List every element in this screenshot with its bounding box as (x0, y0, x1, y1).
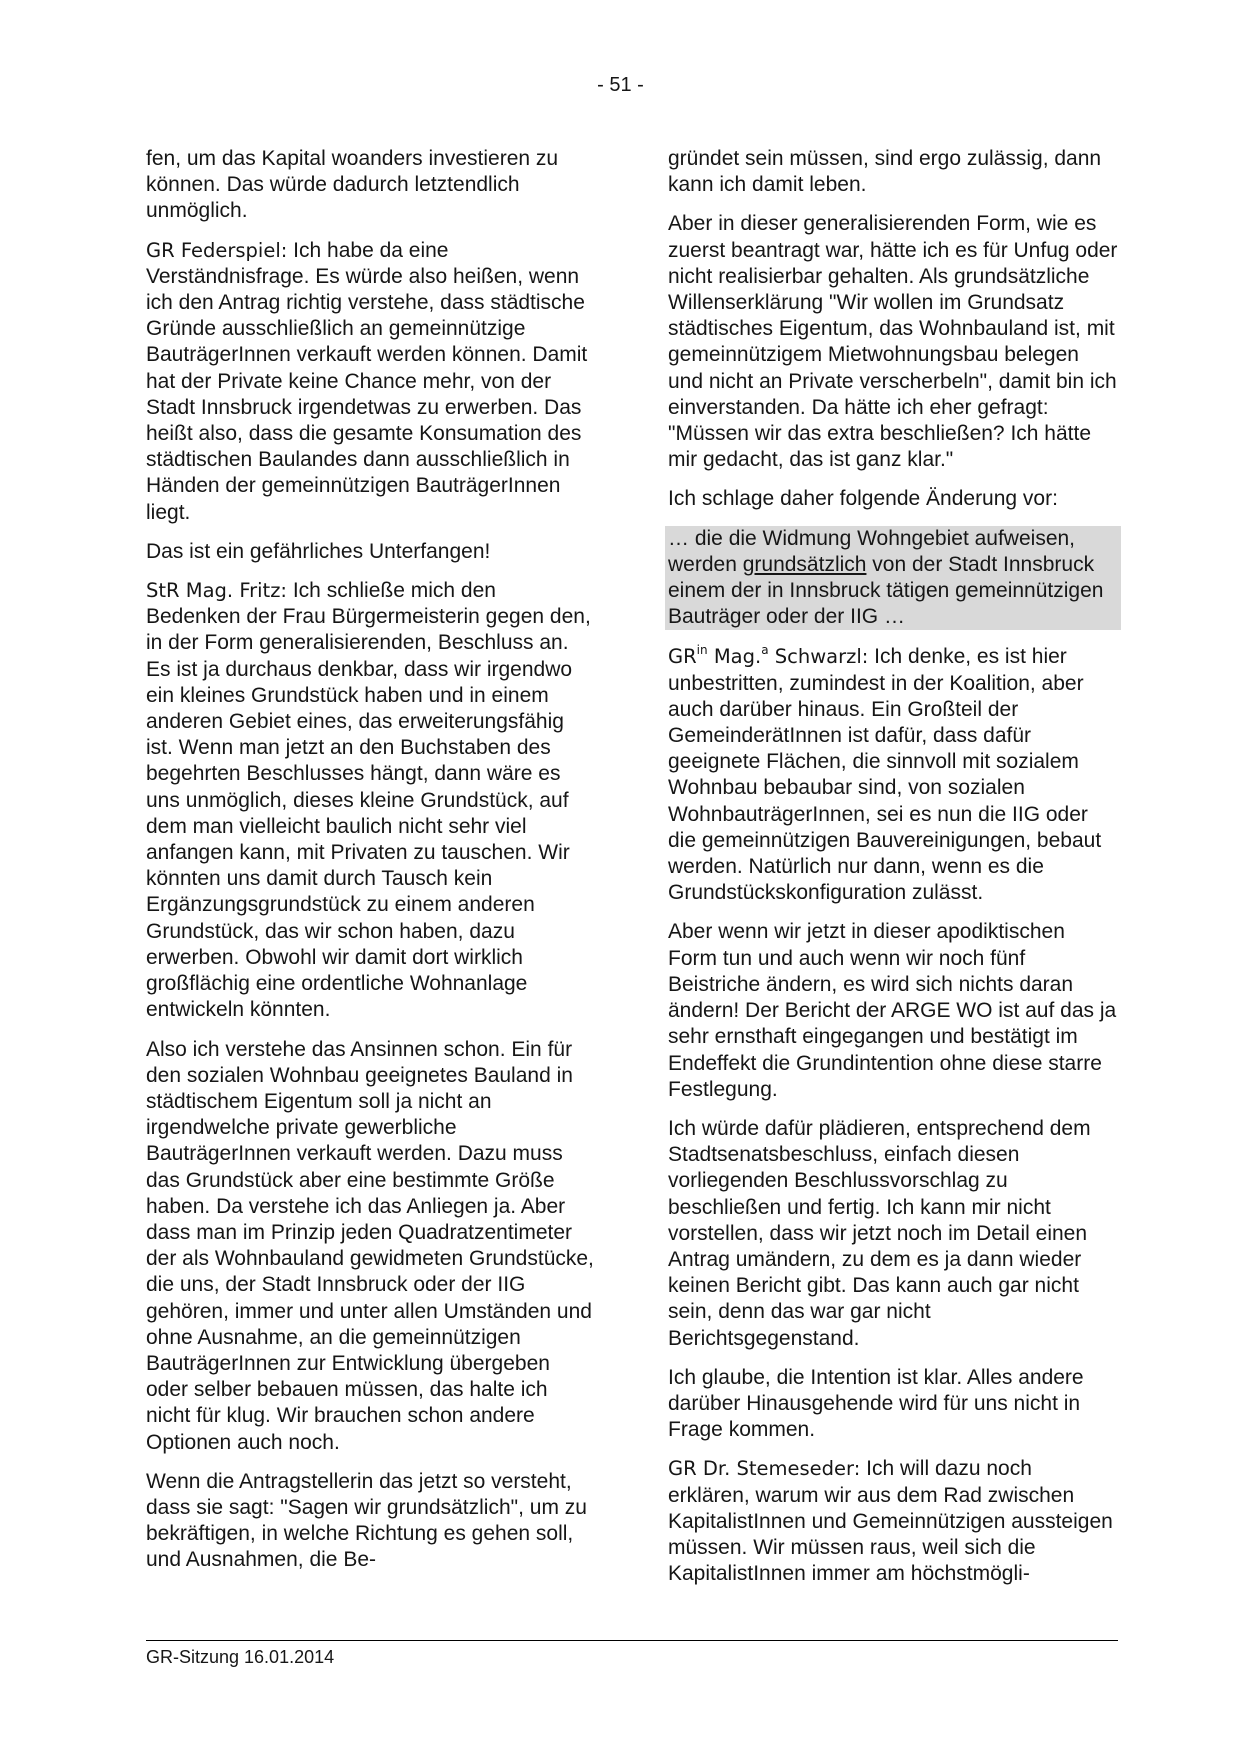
speaker-name (668, 645, 868, 668)
paragraph: Also ich verstehe das Ansinnen schon. Ein für den sozialen Wohnbau geeignetes Bauland in städtischem Eigentum soll ja nicht an irgendwelche private gewerbliche BauträgerInnen verkauft werden. Dazu muss das Grundstück aber eine bestimmte Größe haben. Da verstehe ich das Anliegen ja. Aber dass man im Prinzip jeden Quadratzentimeter der als Wohnbauland gewidmeten Grundstücke, die uns, der Stadt Innsbruck oder der IIG gehören, immer und unter allen Umständen und ohne Ausnahme, an die gemeinnützigen BauträgerInnen zur Entwicklung übergeben oder selber bebauen müssen, das halte ich nicht für klug. Wir brauchen schon andere Optionen auch noch. (146, 1037, 594, 1454)
paragraph: Das ist ein gefährliches Unterfangen! (146, 539, 491, 563)
paragraph: Ich schlage daher folgende Änderung vor: (668, 487, 1058, 511)
speaker-title: Mag. (707, 645, 762, 669)
speech-text: Ich denke, es ist hier unbestritten, zumindest in der Koalition, aber auch darüber hinaus. Ein Großteil der GemeinderätInnen ist dafür, dass dafür geeignete Flächen, die sinnvoll mit sozialem Wohnbau bebaubar sind, von sozialen WohnbauträgerInnen, sei es nun die IIG oder die gemeinnützigen Bauvereinigungen, bebaut werden. Natürlich nur dann, wenn es die Grundstückskonfiguration zulässt. (668, 645, 1102, 905)
speaker-name: StR Mag. Fritz: (146, 579, 288, 603)
page-number: - 51 - (597, 74, 644, 96)
paragraph: gründet sein müssen, sind ergo zulässig, dann kann ich damit leben. (668, 147, 1102, 197)
speaker-title: GR (668, 645, 697, 669)
paragraph: Ich glaube, die Intention ist klar. Alles andere darüber Hinausgehende wird für uns nicht in Frage kommen. (668, 1365, 1084, 1442)
paragraph: Ich würde dafür plädieren, entsprechend dem Stadtsenatsbeschluss, einfach diesen vorliegenden Beschlussvorschlag zu beschließen und fertig. Ich kann mir nicht vorstellen, dass wir jetzt noch im Detail einen Antrag umändern, zu dem es ja dann wieder keinen Bericht gibt. Das kann auch gar nicht sein, denn das war gar nicht Berichtsgegenstand. (668, 1116, 1091, 1350)
quote-text: … die die Widmung Wohngebiet aufweisen, werden (668, 526, 1076, 576)
left-column (146, 146, 596, 1587)
speech-federspiel (146, 238, 596, 526)
speaker-superscript: a (761, 643, 769, 658)
speech-stemeseder (668, 1456, 1118, 1587)
speech-text: Ich habe da eine Verständnisfrage. Es würde also heißen, wenn ich den Antrag richtig verstehe, dass städtische Gründe ausschließlich an gemeinnützige BauträgerInnen verkauft werden können. Damit hat der Private keine Chance mehr, von der Stadt Innsbruck irgendetwas zu erwerben. Das heißt also, dass die gesamte Konsumation des städtischen Baulandes dann ausschließlich in Händen der gemeinnützigen BauträgerInnen liegt. (146, 238, 588, 524)
right-column (668, 146, 1118, 1600)
speaker-surname: Schwarzl: (768, 645, 869, 669)
footer-session-date: GR-Sitzung 16.01.2014 (146, 1647, 335, 1667)
quote-text: von der Stadt Innsbruck einem der in Innsbruck tätigen gemeinnützigen Bauträger oder der IIG … (668, 552, 1104, 629)
speech-text: Ich will dazu noch erklären, warum wir aus dem Rad zwischen KapitalistInnen und Gemeinnützigen aussteigen müssen. Wir müssen raus, weil sich die KapitalistInnen immer am höchstmögli- (668, 1457, 1113, 1586)
speech-schwarzl (668, 644, 1118, 906)
paragraph: Aber wenn wir jetzt in dieser apodiktischen Form tun und auch wenn wir noch fünf Beistriche ändern, es wird sich nichts daran ändern! Der Bericht der ARGE WO ist auf das ja sehr ernsthaft eingegangen und bestätigt im Endeffekt die Grundintention ohne diese starre Festlegung. (668, 920, 1117, 1101)
footer-divider (146, 1640, 1118, 1641)
speech-fritz (146, 578, 596, 1023)
speaker-superscript: in (696, 643, 708, 658)
speaker-name: GR Federspiel: (146, 238, 288, 262)
paragraph: fen, um das Kapital woanders investieren zu können. Das würde dadurch letztendlich unmöglich. (146, 147, 559, 223)
speech-text: Ich schließe mich den Bedenken der Frau Bürgermeisterin gegen den, in der Form generalisierenden, Beschluss an. Es ist ja durchaus denkbar, dass wir irgendwo ein kleines Grundstück haben und in einem anderen Gebiet eines, das erweiterungsfähig ist. Wenn man jetzt an den Buchstaben des begehrten Beschlusses hängt, dann wäre es uns unmöglich, dieses kleine Grundstück, auf dem man vielleicht baulich nicht sehr viel anfangen kann, mit Privaten zu tauschen. Wir könnten uns damit durch Tausch kein Ergänzungsgrundstück zu einem anderen Grundstück, das wir schon haben, dazu erwerben. Obwohl wir damit dort wirklich großflächig eine ordentliche Wohnanlage entwickeln könnten. (146, 579, 591, 1022)
paragraph: Wenn die Antragstellerin das jetzt so versteht, dass sie sagt: "Sagen wir grundsätzlich", um zu bekräftigen, in welche Richtung es gehen soll, und Ausnahmen, die Be- (146, 1469, 587, 1572)
amendment-quote (665, 526, 1121, 631)
paragraph: Aber in dieser generalisierenden Form, wie es zuerst beantragt war, hätte ich es für Unfug oder nicht realisierbar gehalten. Als grundsätzliche Willenserklärung "Wir wollen im Grundsatz städtisches Eigentum, das Wohnbauland ist, mit gemeinnützigem Mietwohnungsbau belegen und nicht an Private verscherbeln", damit bin ich einverstanden. Da hätte ich eher gefragt: "Müssen wir das extra beschließen? Ich hätte mir gedacht, das ist ganz klar." (668, 212, 1118, 472)
quote-underlined-text: grundsätzlich (742, 552, 867, 576)
speaker-name: GR Dr. Stemeseder: (668, 1457, 861, 1481)
